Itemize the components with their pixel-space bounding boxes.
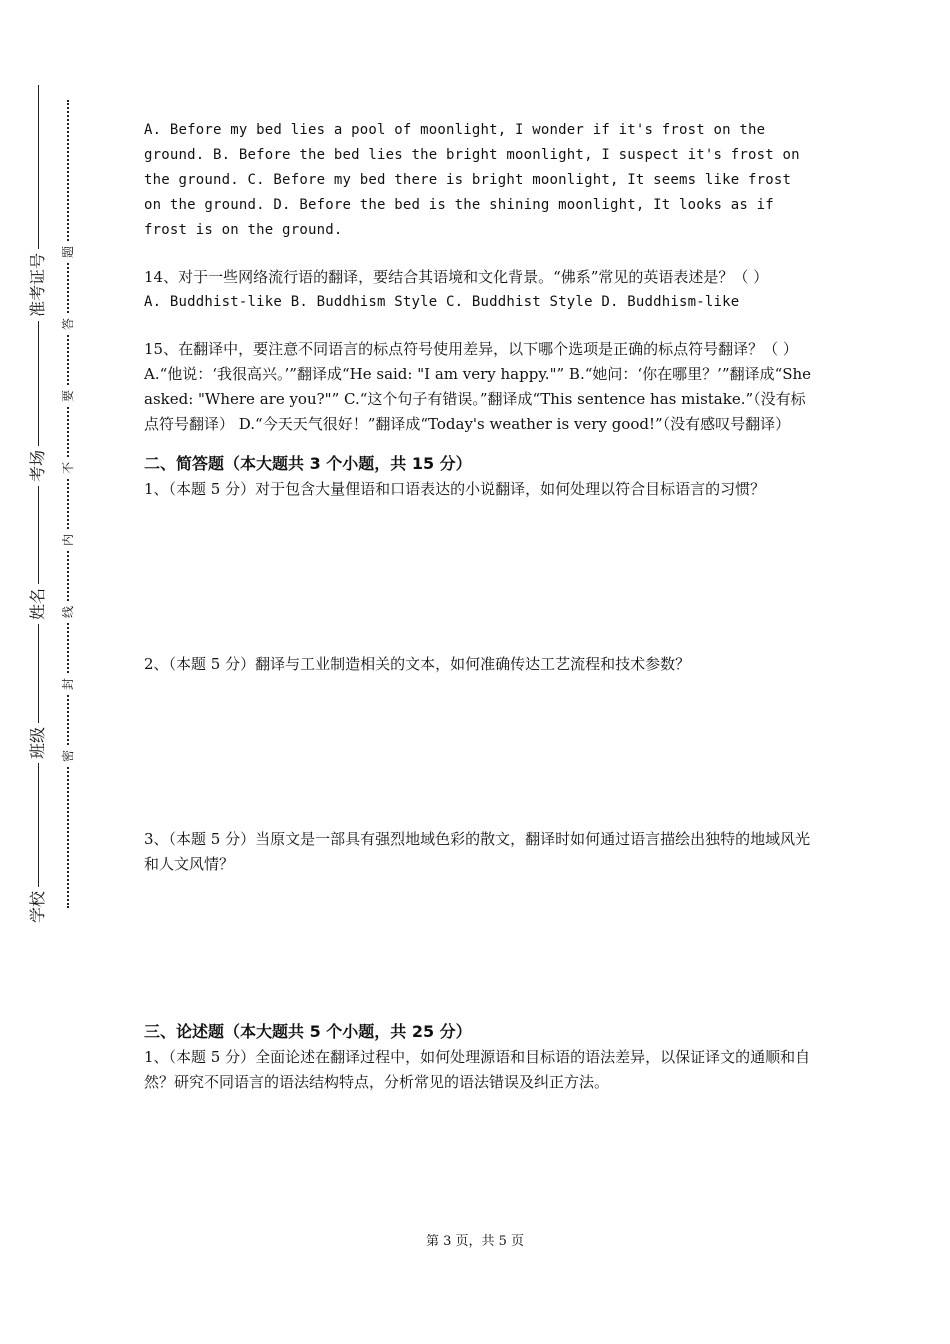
seal-char: 不 <box>58 458 78 478</box>
page-footer: 第 3 页，共 5 页 <box>425 1234 525 1249</box>
seal-char: 答 <box>58 314 78 334</box>
q14-stem: 14、对于一些网络流行语的翻译，要结合其语境和文化背景。“佛系”常见的英语表述是？（ ） <box>144 268 769 286</box>
binding-solid-line <box>38 85 39 925</box>
school-label: 学校 <box>27 887 49 927</box>
q14-options: A. Buddhist-like B. Buddhism Style C. Buddhist Style D. Buddhism-like <box>144 294 740 310</box>
s2-question-2: 2、（本题 5 分）翻译与工业制造相关的文本，如何准确传达工艺流程和技术参数？ <box>144 655 691 673</box>
s3-question-1: 1、（本题 5 分）全面论述在翻译过程中，如何处理源语和目标语的语法差异，以保证译文的通顺和自然？研究不同语言的语法结构特点，分析常见的语法错误及纠正方法。 <box>144 1048 811 1091</box>
s2-question-1: 1、（本题 5 分）对于包含大量俚语和口语表达的小说翻译，如何处理以符合目标语言的习惯？ <box>144 480 766 498</box>
exam-room-label: 考场 <box>27 446 49 486</box>
q15-options: A.“他说：‘我很高兴。’”翻译成“He said: "I am very happy."” B.“她问：‘你在哪里？’”翻译成“She asked: "Where are you?"” C.“这个句子有错误。”翻译成“This sentence has mistake.”（没有标点符号翻译） D.“今天天气很好！”翻译成“Today's weather is very good!”（没有感叹号翻译） <box>144 365 812 433</box>
binding-margin <box>0 0 110 1344</box>
section3-title: 三、论述题（本大题共 5 个小题，共 25 分） <box>144 1022 472 1041</box>
name-label: 姓名 <box>27 584 49 624</box>
seal-char: 内 <box>58 530 78 550</box>
class-label: 班级 <box>27 723 49 763</box>
s2-question-3: 3、（本题 5 分）当原文是一部具有强烈地域色彩的散文，翻译时如何通过语言描绘出独特的地域风光和人文风情？ <box>144 830 811 873</box>
seal-char: 题 <box>58 242 78 262</box>
seal-char: 密 <box>58 746 78 766</box>
seal-dotted-line <box>67 100 69 908</box>
q15-stem: 15、在翻译中，要注意不同语言的标点符号使用差异，以下哪个选项是正确的标点符号翻译？（ ） <box>144 340 798 358</box>
seal-char: 线 <box>58 602 78 622</box>
seal-char: 要 <box>58 386 78 406</box>
q13-options: A. Before my bed lies a pool of moonlight, I wonder if it's frost on the ground. B. Before the bed lies the bright moonlight, I suspect it's frost on the ground. C. Before my bed there is bright moonlight, It seems like frost on the ground. D. Before the bed is the shining moonlight, It looks as if frost is on the ground. <box>144 122 800 238</box>
seal-char: 封 <box>58 674 78 694</box>
section2-title: 二、简答题（本大题共 3 个小题，共 15 分） <box>144 454 472 473</box>
exam-id-label: 准考证号 <box>27 249 49 321</box>
exam-content <box>144 118 812 1095</box>
